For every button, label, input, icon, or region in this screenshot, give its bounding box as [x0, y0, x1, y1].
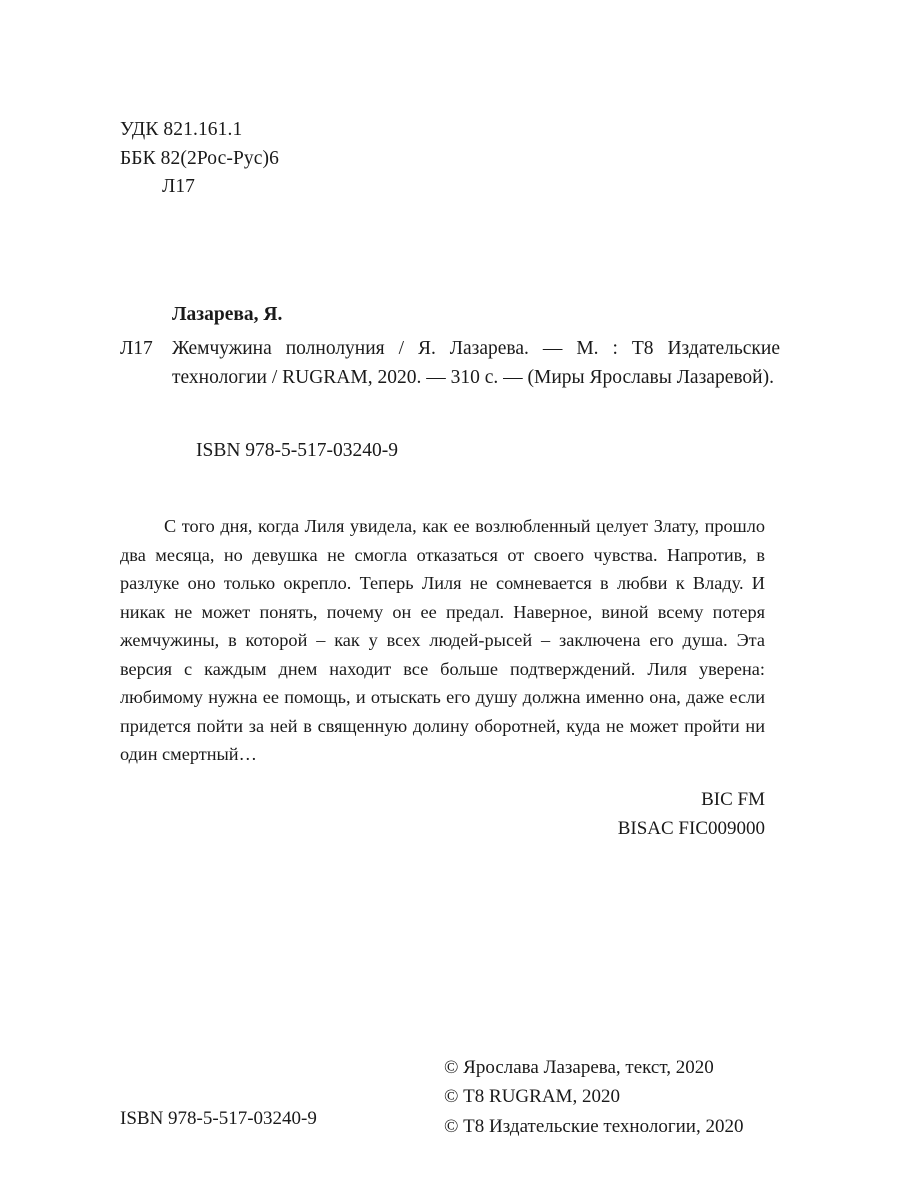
subject-codes [120, 786, 765, 844]
isbn-top: ISBN 978-5-517-03240-9 [196, 440, 399, 461]
copyright-line-publisher: © Т8 Издательские технологии, 2020 [444, 1115, 744, 1137]
copyright-line-author: © Ярослава Лазарева, текст, 2020 [444, 1057, 714, 1078]
copyright-line-rugram: © Т8 RUGRAM, 2020 [444, 1086, 620, 1108]
udk-line: УДК 821.161.1 [120, 119, 243, 140]
record-author: Лазарева, Я. [172, 304, 283, 325]
record-description: Жемчужина полнолуния / Я. Лазарева. — М. : Т8 Издательские технологии / RUGRAM, 2020. — 310 с. — (Миры Ярославы Лазаревой). [172, 337, 780, 389]
record-sign: Л17 [120, 337, 153, 359]
author-sign-code: Л17 [162, 176, 196, 198]
isbn-bottom: ISBN 978-5-517-03240-9 [120, 1108, 317, 1129]
record-description-wrapper [120, 334, 780, 393]
classification-block [120, 116, 279, 202]
bisac-code: BISAC FIC009000 [617, 817, 765, 839]
bbk-line: ББК 82(2Рос-Рус)6 [120, 147, 279, 169]
bibliographic-record [120, 300, 780, 393]
copyright-block [444, 1053, 743, 1141]
annotation-text: С того дня, когда Лиля увидела, как ее возлюбленный целует Злату, прошло два месяца, но девушка не смогла отказаться от своего чувства. Напротив, в разлуке оно только окрепло. Теперь Лиля не сомневается в любви к Владу. И никак не может понять, почему он ее предал. Наверное, виной всему потеря жемчужины, в которой – как у всех людей-рысей – заключена его душа. Эта версия с каждым днем находит все больше подтверждений. Лиля уверена: любимому нужна ее помощь, и отыскать его душу должна именно она, даже если придется пойти за ней в священную долину оборотней, куда не может пройти ни один смертный… [120, 516, 765, 765]
bic-code: BIC FM [701, 789, 765, 810]
